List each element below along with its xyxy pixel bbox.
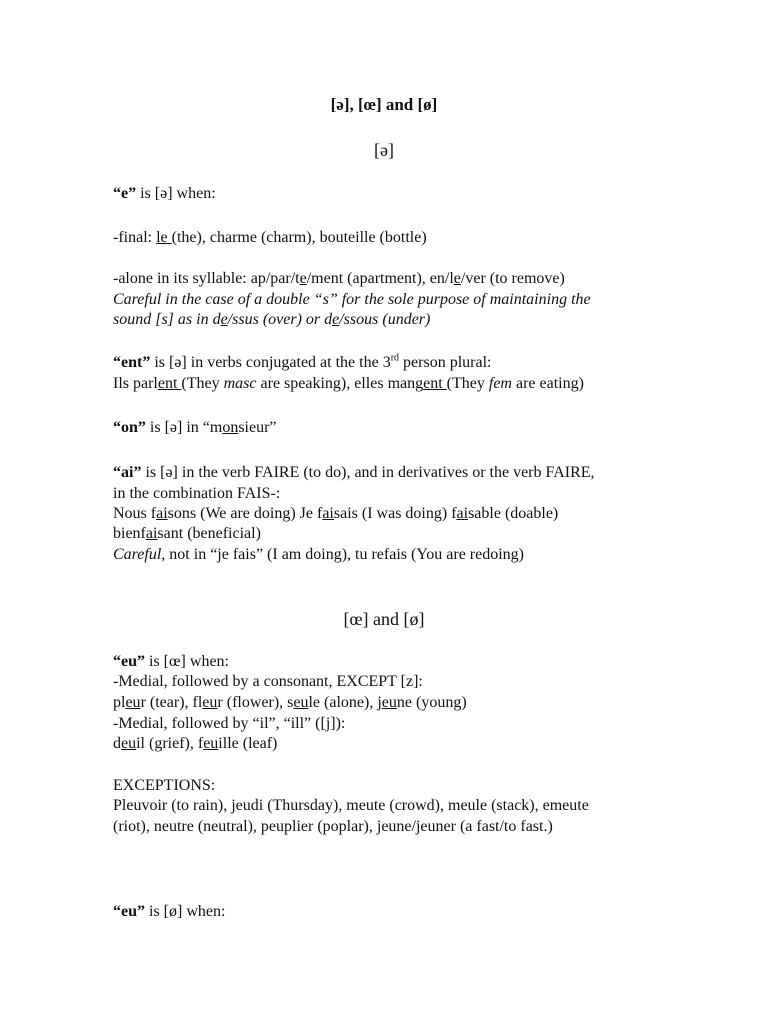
rule-on: “on” is [ə] in “monsieur” [113, 419, 277, 436]
rule-eu-oe: “eu” is [œ] when: [113, 653, 229, 670]
document-title: [ə], [œ] and [ø] [330, 95, 438, 114]
example-ils-parlent: Ils parlent (They masc are speaking), elles mangent (They fem are eating) [113, 375, 584, 392]
rule-ai-combination: in the combination FAIS-: [113, 485, 281, 502]
section-heading-oe: [œ] and [ø] [343, 609, 425, 629]
rule-alone-syllable: -alone in its syllable: ap/par/te/ment (apartment), en/le/ver (to remove) [113, 270, 565, 287]
rule-medial-consonant: -Medial, followed by a consonant, EXCEPT [z]: [113, 673, 423, 690]
example-pleur: pleur (tear), fleur (flower), seule (alone), jeune (young) [113, 694, 467, 711]
example-deuil: deuil (grief), feuille (leaf) [113, 735, 278, 752]
careful-note-1b: sound [s] as in de/ssus (over) or de/ssous (under) [113, 311, 431, 328]
rule-final: -final: le (the), charme (charm), bouteille (bottle) [113, 229, 427, 246]
careful-note-2: Careful, not in “je fais” (I am doing), tu refais (You are redoing) [113, 546, 525, 563]
exceptions-line-1: Pleuvoir (to rain), jeudi (Thursday), meute (crowd), meule (stack), emeute [113, 797, 589, 814]
example-nous-faisons: Nous faisons (We are doing) Je faisais (I was doing) faisable (doable) [113, 505, 559, 522]
exceptions-heading: EXCEPTIONS: [113, 777, 216, 794]
rule-ent: “ent” is [ə] in verbs conjugated at the the 3rd person plural: [113, 352, 492, 371]
careful-note-1a: Careful in the case of a double “s” for the sole purpose of maintaining the [113, 291, 591, 308]
example-bienfaisant: bienfaisant (beneficial) [113, 525, 261, 542]
rule-ai: “ai” is [ə] in the verb FAIRE (to do), and in derivatives or the verb FAIRE, [113, 464, 595, 481]
section-heading-schwa: [ə] [374, 140, 394, 160]
rule-e-intro: “e” is [ə] when: [113, 185, 216, 202]
exceptions-line-2: (riot), neutre (neutral), peuplier (poplar), jeune/jeuner (a fast/to fast.) [113, 818, 553, 835]
rule-medial-il: -Medial, followed by “il”, “ill” ([j]): [113, 715, 346, 732]
rule-eu-o: “eu” is [ø] when: [113, 903, 226, 920]
